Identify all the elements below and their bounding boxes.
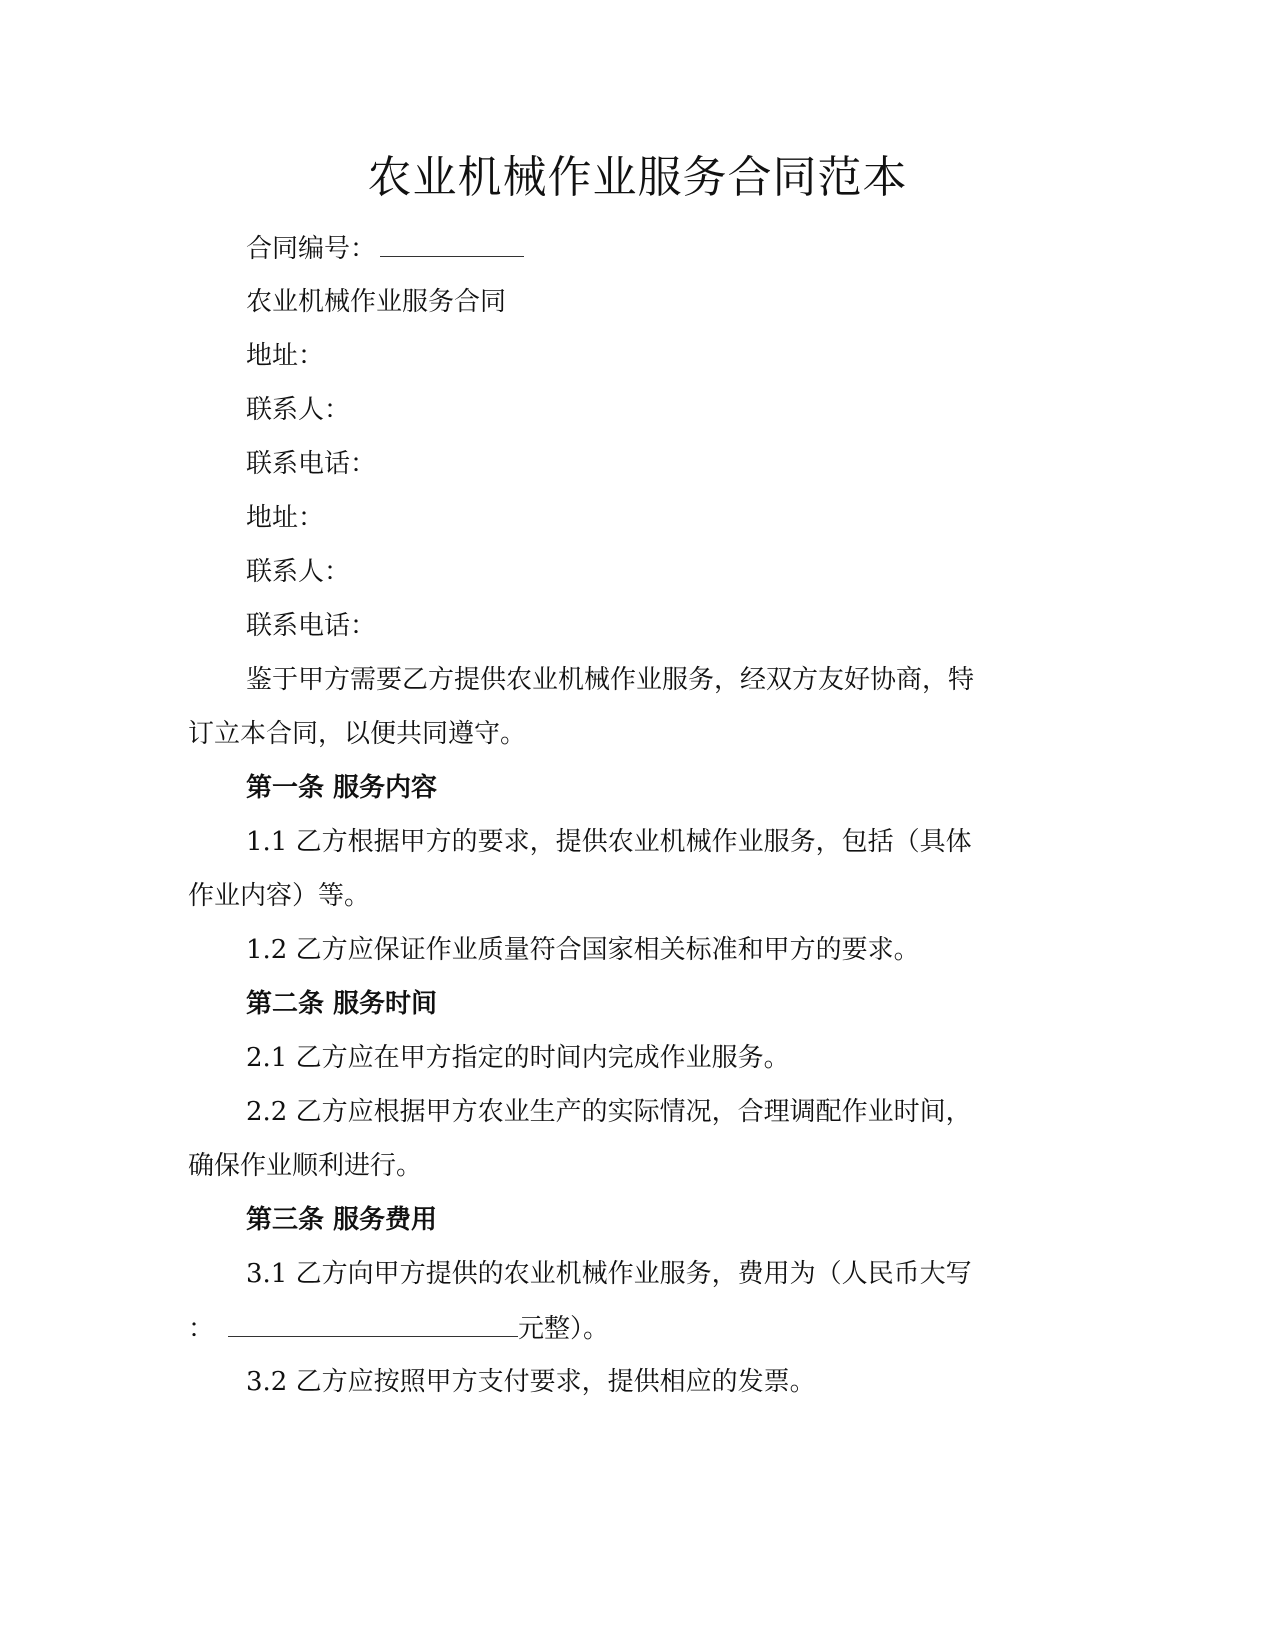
clause-2-1: 2.1 乙方应在甲方指定的时间内完成作业服务。 — [246, 1043, 790, 1073]
party-a-phone-label: 联系电话： — [246, 449, 377, 479]
clause-3-2: 3.2 乙方应按照甲方支付要求，提供相应的发票。 — [246, 1367, 816, 1397]
contract-number-field[interactable] — [380, 230, 524, 257]
party-b-contact-label: 联系人： — [246, 557, 351, 587]
clause-2-2-line-2: 确保作业顺利进行。 — [188, 1151, 423, 1181]
party-b-phone-label: 联系电话： — [246, 611, 377, 641]
document-title: 农业机械作业服务合同范本 — [367, 152, 908, 203]
preamble-line-2: 订立本合同，以便共同遵守。 — [188, 719, 527, 749]
clause-3-1-colon: ： — [188, 1314, 215, 1344]
clause-1-2: 1.2 乙方应保证作业质量符合国家相关标准和甲方的要求。 — [246, 935, 920, 965]
party-a-contact-label: 联系人： — [246, 395, 351, 425]
contract-number-row — [246, 230, 524, 267]
clause-2-2-line-1: 2.2 乙方应根据甲方农业生产的实际情况，合理调配作业时间， — [246, 1097, 972, 1127]
party-a-address-label: 地址： — [246, 341, 325, 371]
contract-subtitle: 农业机械作业服务合同 — [246, 287, 507, 317]
section-3-heading: 第三条 服务费用 — [246, 1205, 438, 1235]
clause-3-1-suffix: 元整）。 — [518, 1314, 610, 1344]
section-2-heading: 第二条 服务时间 — [246, 989, 438, 1019]
section-1-heading: 第一条 服务内容 — [246, 773, 438, 803]
fee-amount-field[interactable] — [228, 1310, 518, 1337]
party-b-address-label: 地址： — [246, 503, 325, 533]
clause-3-1-line-2 — [188, 1310, 609, 1347]
clause-1-1-line-1: 1.1 乙方根据甲方的要求，提供农业机械作业服务，包括（具体 — [246, 827, 972, 857]
clause-1-1-line-2: 作业内容）等。 — [188, 881, 371, 911]
contract-number-label: 合同编号： — [246, 234, 377, 264]
preamble-line-1: 鉴于甲方需要乙方提供农业机械作业服务，经双方友好协商，特 — [246, 665, 975, 695]
clause-3-1-line-1: 3.1 乙方向甲方提供的农业机械作业服务，费用为（人民币大写 — [246, 1259, 972, 1289]
